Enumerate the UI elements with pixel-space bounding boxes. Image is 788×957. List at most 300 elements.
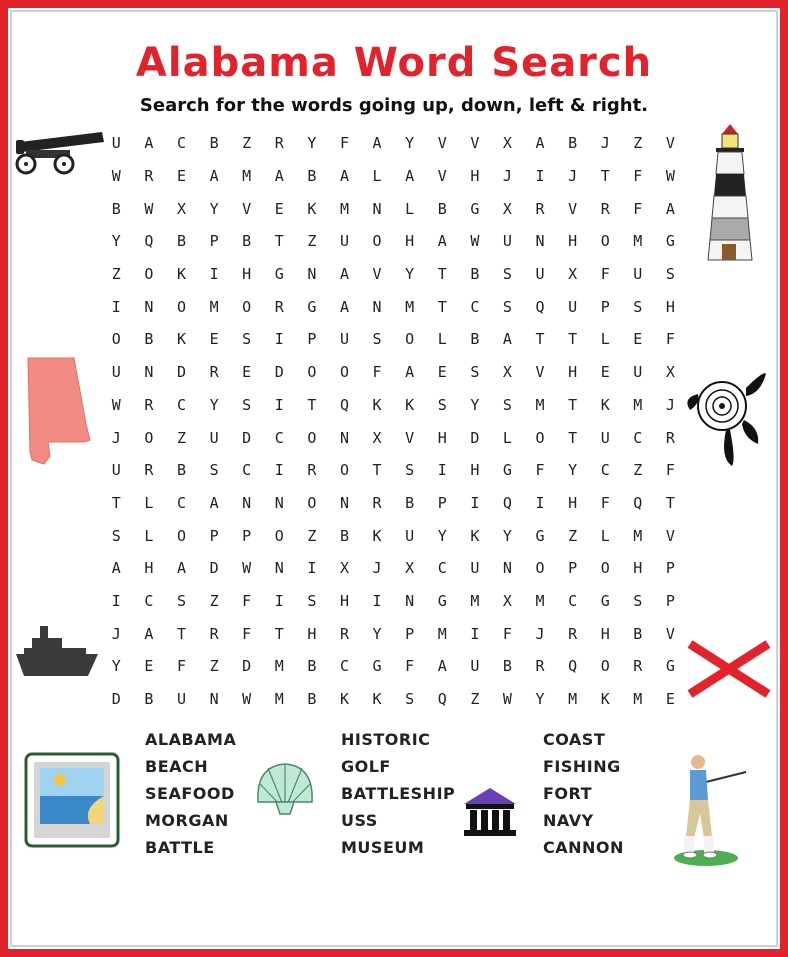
museum-icon: [462, 786, 518, 838]
grid-letter: I: [535, 493, 545, 512]
instructions: Search for the words going up, down, left & right.: [139, 95, 649, 116]
grid-letter: R: [144, 395, 154, 414]
grid-letter: O: [144, 428, 154, 447]
word-item: SEAFOOD: [145, 784, 235, 803]
grid-letter: K: [176, 330, 186, 349]
grid-letter: A: [665, 199, 675, 218]
grid-letter: B: [176, 232, 186, 251]
word-item: USS: [341, 811, 378, 830]
grid-letter: E: [242, 363, 252, 382]
grid-letter: R: [209, 624, 219, 643]
word-item: FISHING: [543, 757, 621, 776]
grid-letter: F: [372, 363, 382, 382]
grid-letter: A: [437, 657, 447, 676]
grid-letter: U: [111, 461, 121, 480]
grid-letter: Z: [307, 526, 317, 545]
word-item: GOLF: [341, 757, 391, 776]
grid-letter: U: [535, 265, 545, 284]
grid-letter: Z: [470, 690, 480, 709]
grid-letter: J: [665, 395, 675, 414]
grid-letter: T: [372, 461, 382, 480]
grid-letter: K: [339, 690, 349, 709]
grid-letter: R: [665, 428, 675, 447]
grid-letter: G: [470, 199, 480, 218]
grid-letter: E: [176, 167, 186, 186]
grid-letter: N: [144, 363, 154, 382]
grid-letter: H: [665, 297, 675, 316]
grid-letter: U: [339, 232, 349, 251]
grid-letter: N: [372, 297, 382, 316]
grid-letter: A: [405, 363, 415, 382]
grid-letter: A: [437, 232, 447, 251]
grid-letter: L: [405, 199, 415, 218]
grid-letter: Z: [209, 657, 219, 676]
grid-letter: X: [568, 265, 578, 284]
grid-letter: U: [633, 363, 643, 382]
grid-letter: Y: [372, 624, 382, 643]
grid-letter: X: [502, 363, 512, 382]
grid-letter: F: [633, 167, 643, 186]
grid-letter: E: [600, 363, 610, 382]
grid-letter: X: [502, 591, 512, 610]
grid-letter: A: [372, 134, 382, 153]
word-item: HISTORIC: [341, 730, 431, 749]
grid-letter: O: [600, 657, 610, 676]
grid-letter: I: [470, 493, 480, 512]
grid-letter: P: [665, 591, 675, 610]
grid-letter: R: [633, 657, 643, 676]
grid-letter: M: [274, 657, 284, 676]
grid-letter: V: [568, 199, 578, 218]
grid-letter: H: [242, 265, 252, 284]
lighthouse-icon: [700, 122, 760, 264]
grid-letter: J: [111, 428, 121, 447]
grid-letter: Y: [209, 395, 219, 414]
grid-letter: S: [502, 265, 512, 284]
grid-letter: C: [274, 428, 284, 447]
grid-letter: T: [111, 493, 121, 512]
grid-letter: F: [242, 624, 252, 643]
grid-letter: Z: [568, 526, 578, 545]
grid-letter: X: [502, 134, 512, 153]
grid-letter: W: [111, 395, 121, 414]
grid-letter: F: [633, 199, 643, 218]
grid-letter: C: [633, 428, 643, 447]
grid-letter: H: [633, 559, 643, 578]
grid-letter: M: [437, 624, 447, 643]
grid-letter: E: [144, 657, 154, 676]
grid-letter: Z: [242, 134, 252, 153]
grid-letter: V: [470, 134, 480, 153]
grid-letter: S: [372, 330, 382, 349]
grid-letter: X: [372, 428, 382, 447]
grid-letter: S: [502, 395, 512, 414]
grid-letter: Q: [535, 297, 545, 316]
grid-letter: B: [339, 526, 349, 545]
grid-letter: U: [405, 526, 415, 545]
grid-letter: E: [209, 330, 219, 349]
grid-letter: F: [535, 461, 545, 480]
grid-letter: B: [470, 330, 480, 349]
grid-letter: Y: [405, 134, 415, 153]
grid-letter: Q: [502, 493, 512, 512]
grid-letter: N: [307, 265, 317, 284]
grid-letter: L: [600, 330, 610, 349]
grid-letter: R: [372, 493, 382, 512]
grid-letter: N: [209, 690, 219, 709]
word-list-col-1: [145, 726, 236, 861]
grid-letter: G: [502, 461, 512, 480]
grid-letter: I: [209, 265, 219, 284]
grid-letter: S: [470, 363, 480, 382]
grid-letter: I: [274, 330, 284, 349]
grid-letter: Y: [405, 265, 415, 284]
seashell-icon: [254, 762, 316, 818]
grid-letter: O: [242, 297, 252, 316]
grid-letter: R: [339, 624, 349, 643]
grid-letter: S: [307, 591, 317, 610]
grid-letter: X: [665, 363, 675, 382]
grid-letter: B: [405, 493, 415, 512]
grid-letter: R: [535, 657, 545, 676]
grid-letter: F: [176, 657, 186, 676]
grid-letter: V: [437, 167, 447, 186]
grid-letter: U: [470, 657, 480, 676]
grid-letter: J: [600, 134, 610, 153]
grid-letter: T: [568, 395, 578, 414]
grid-letter: G: [274, 265, 284, 284]
grid-letter: P: [405, 624, 415, 643]
grid-letter: K: [176, 265, 186, 284]
grid-letter: O: [307, 493, 317, 512]
grid-letter: K: [600, 395, 610, 414]
grid-letter: C: [176, 493, 186, 512]
grid-letter: N: [242, 493, 252, 512]
grid-letter: W: [242, 559, 252, 578]
grid-letter: N: [339, 493, 349, 512]
grid-letter: Q: [339, 395, 349, 414]
grid-letter: M: [633, 526, 643, 545]
word-item: COAST: [543, 730, 606, 749]
grid-letter: I: [307, 559, 317, 578]
grid-letter: R: [568, 624, 578, 643]
grid-letter: D: [242, 428, 252, 447]
grid-letter: U: [502, 232, 512, 251]
grid-letter: D: [111, 690, 121, 709]
grid-letter: P: [209, 232, 219, 251]
grid-letter: L: [437, 330, 447, 349]
grid-letter: T: [665, 493, 675, 512]
grid-letter: H: [568, 232, 578, 251]
grid-letter: U: [470, 559, 480, 578]
grid-letter: Z: [176, 428, 186, 447]
grid-letter: B: [307, 657, 317, 676]
grid-letter: O: [307, 428, 317, 447]
grid-letter: A: [274, 167, 284, 186]
grid-letter: L: [600, 526, 610, 545]
grid-letter: B: [568, 134, 578, 153]
grid-letter: D: [209, 559, 219, 578]
grid-letter: U: [568, 297, 578, 316]
grid-letter: H: [600, 624, 610, 643]
word-item: BATTLE: [145, 838, 215, 857]
grid-letter: A: [144, 134, 154, 153]
grid-letter: M: [405, 297, 415, 316]
grid-letter: Y: [111, 232, 121, 251]
grid-letter: T: [274, 624, 284, 643]
grid-letter: M: [633, 232, 643, 251]
grid-letter: W: [242, 690, 252, 709]
grid-letter: H: [568, 493, 578, 512]
grid-letter: C: [470, 297, 480, 316]
grid-letter: T: [307, 395, 317, 414]
grid-letter: J: [372, 559, 382, 578]
grid-letter: T: [535, 330, 545, 349]
grid-letter: N: [405, 591, 415, 610]
grid-letter: Y: [470, 395, 480, 414]
grid-letter: E: [633, 330, 643, 349]
grid-letter: A: [176, 559, 186, 578]
grid-letter: L: [502, 428, 512, 447]
grid-letter: B: [176, 461, 186, 480]
grid-letter: K: [600, 690, 610, 709]
grid-letter: V: [242, 199, 252, 218]
grid-letter: C: [339, 657, 349, 676]
grid-letter: O: [144, 265, 154, 284]
grid-letter: A: [339, 265, 349, 284]
grid-letter: A: [144, 624, 154, 643]
grid-letter: U: [339, 330, 349, 349]
grid-letter: N: [274, 493, 284, 512]
grid-letter: P: [242, 526, 252, 545]
grid-letter: B: [111, 199, 121, 218]
grid-letter: D: [176, 363, 186, 382]
grid-letter: G: [307, 297, 317, 316]
grid-letter: B: [633, 624, 643, 643]
grid-letter: A: [339, 297, 349, 316]
grid-letter: C: [176, 395, 186, 414]
grid-letter: H: [307, 624, 317, 643]
grid-letter: G: [600, 591, 610, 610]
grid-letter: O: [535, 559, 545, 578]
grid-letter: F: [600, 265, 610, 284]
grid-letter: S: [405, 690, 415, 709]
grid-letter: M: [274, 690, 284, 709]
grid-letter: V: [437, 134, 447, 153]
grid-letter: Z: [633, 134, 643, 153]
grid-letter: W: [502, 690, 512, 709]
grid-letter: I: [372, 591, 382, 610]
grid-letter: Z: [633, 461, 643, 480]
grid-letter: P: [437, 493, 447, 512]
grid-letter: U: [600, 428, 610, 447]
grid-letter: N: [535, 232, 545, 251]
grid-letter: K: [307, 199, 317, 218]
grid-letter: V: [665, 624, 675, 643]
grid-letter: H: [437, 428, 447, 447]
grid-letter: H: [144, 559, 154, 578]
grid-letter: M: [470, 591, 480, 610]
word-item: MUSEUM: [341, 838, 425, 857]
grid-letter: M: [209, 297, 219, 316]
grid-letter: W: [144, 199, 154, 218]
grid-letter: M: [535, 591, 545, 610]
grid-letter: R: [600, 199, 610, 218]
grid-letter: M: [568, 690, 578, 709]
grid-letter: I: [535, 167, 545, 186]
cannon-icon: [12, 128, 107, 178]
grid-letter: M: [242, 167, 252, 186]
grid-letter: N: [274, 559, 284, 578]
grid-letter: N: [502, 559, 512, 578]
grid-letter: D: [242, 657, 252, 676]
grid-letter: O: [274, 526, 284, 545]
grid-letter: I: [274, 395, 284, 414]
alabama-map-icon: [24, 356, 96, 468]
grid-letter: B: [242, 232, 252, 251]
grid-letter: Y: [568, 461, 578, 480]
grid-letter: A: [209, 493, 219, 512]
grid-letter: P: [600, 297, 610, 316]
grid-letter: G: [665, 232, 675, 251]
grid-letter: A: [535, 134, 545, 153]
word-item: MORGAN: [145, 811, 229, 830]
grid-letter: B: [470, 265, 480, 284]
grid-letter: I: [274, 461, 284, 480]
camellia-flower-icon: [680, 368, 770, 466]
battleship-icon: [14, 624, 100, 682]
grid-letter: R: [307, 461, 317, 480]
grid-letter: S: [242, 330, 252, 349]
grid-letter: F: [405, 657, 415, 676]
grid-letter: O: [372, 232, 382, 251]
grid-letter: O: [339, 461, 349, 480]
grid-letter: S: [209, 461, 219, 480]
grid-letter: B: [209, 134, 219, 153]
grid-letter: C: [242, 461, 252, 480]
grid-letter: Y: [437, 526, 447, 545]
page-title: Alabama Word Search: [135, 40, 653, 86]
grid-letter: A: [209, 167, 219, 186]
grid-letter: V: [405, 428, 415, 447]
grid-letter: X: [502, 199, 512, 218]
grid-letter: B: [437, 199, 447, 218]
grid-letter: W: [111, 167, 121, 186]
grid-letter: Y: [307, 134, 317, 153]
grid-letter: R: [209, 363, 219, 382]
grid-letter: P: [665, 559, 675, 578]
grid-letter: A: [111, 559, 121, 578]
grid-letter: A: [502, 330, 512, 349]
grid-letter: R: [144, 461, 154, 480]
grid-letter: S: [665, 265, 675, 284]
grid-letter: F: [242, 591, 252, 610]
grid-letter: K: [372, 395, 382, 414]
grid-letter: K: [372, 690, 382, 709]
grid-letter: K: [470, 526, 480, 545]
grid-letter: O: [405, 330, 415, 349]
grid-letter: O: [535, 428, 545, 447]
grid-letter: B: [307, 167, 317, 186]
grid-letter: F: [665, 461, 675, 480]
grid-letter: J: [111, 624, 121, 643]
word-item: ALABAMA: [145, 730, 237, 749]
grid-letter: H: [470, 461, 480, 480]
grid-letter: J: [535, 624, 545, 643]
grid-letter: B: [502, 657, 512, 676]
grid-letter: X: [405, 559, 415, 578]
grid-letter: I: [274, 591, 284, 610]
grid-letter: I: [111, 591, 121, 610]
grid-letter: U: [111, 134, 121, 153]
grid-letter: S: [111, 526, 121, 545]
grid-letter: J: [568, 167, 578, 186]
grid-letter: O: [111, 330, 121, 349]
grid-letter: V: [665, 526, 675, 545]
grid-letter: S: [176, 591, 186, 610]
grid-letter: R: [535, 199, 545, 218]
grid-letter: Q: [144, 232, 154, 251]
grid-letter: N: [339, 428, 349, 447]
grid-letter: J: [502, 167, 512, 186]
grid-letter: P: [209, 526, 219, 545]
grid-letter: O: [600, 232, 610, 251]
grid-letter: F: [339, 134, 349, 153]
grid-letter: H: [339, 591, 349, 610]
grid-letter: O: [176, 297, 186, 316]
grid-letter: S: [633, 591, 643, 610]
grid-letter: U: [209, 428, 219, 447]
grid-letter: X: [339, 559, 349, 578]
grid-letter: M: [535, 395, 545, 414]
grid-letter: I: [470, 624, 480, 643]
golfer-icon: [668, 752, 750, 870]
grid-letter: X: [176, 199, 186, 218]
grid-letter: G: [535, 526, 545, 545]
grid-letter: C: [144, 591, 154, 610]
word-item: NAVY: [543, 811, 594, 830]
grid-letter: V: [372, 265, 382, 284]
grid-letter: U: [176, 690, 186, 709]
word-list-col-3: [543, 726, 624, 861]
word-item: BATTLESHIP: [341, 784, 456, 803]
grid-letter: C: [176, 134, 186, 153]
grid-letter: Z: [111, 265, 121, 284]
word-item: BEACH: [145, 757, 209, 776]
grid-letter: T: [600, 167, 610, 186]
grid-letter: W: [470, 232, 480, 251]
grid-letter: A: [339, 167, 349, 186]
grid-letter: E: [274, 199, 284, 218]
grid-letter: Q: [568, 657, 578, 676]
grid-letter: D: [274, 363, 284, 382]
word-item: FORT: [543, 784, 593, 803]
grid-letter: V: [665, 134, 675, 153]
grid-letter: S: [437, 395, 447, 414]
grid-letter: H: [568, 363, 578, 382]
grid-letter: N: [372, 199, 382, 218]
grid-letter: V: [535, 363, 545, 382]
grid-letter: C: [437, 559, 447, 578]
grid-letter: H: [470, 167, 480, 186]
grid-letter: M: [633, 395, 643, 414]
grid-letter: O: [339, 363, 349, 382]
grid-letter: S: [633, 297, 643, 316]
grid-letter: I: [111, 297, 121, 316]
grid-letter: C: [568, 591, 578, 610]
grid-letter: T: [176, 624, 186, 643]
grid-letter: I: [437, 461, 447, 480]
